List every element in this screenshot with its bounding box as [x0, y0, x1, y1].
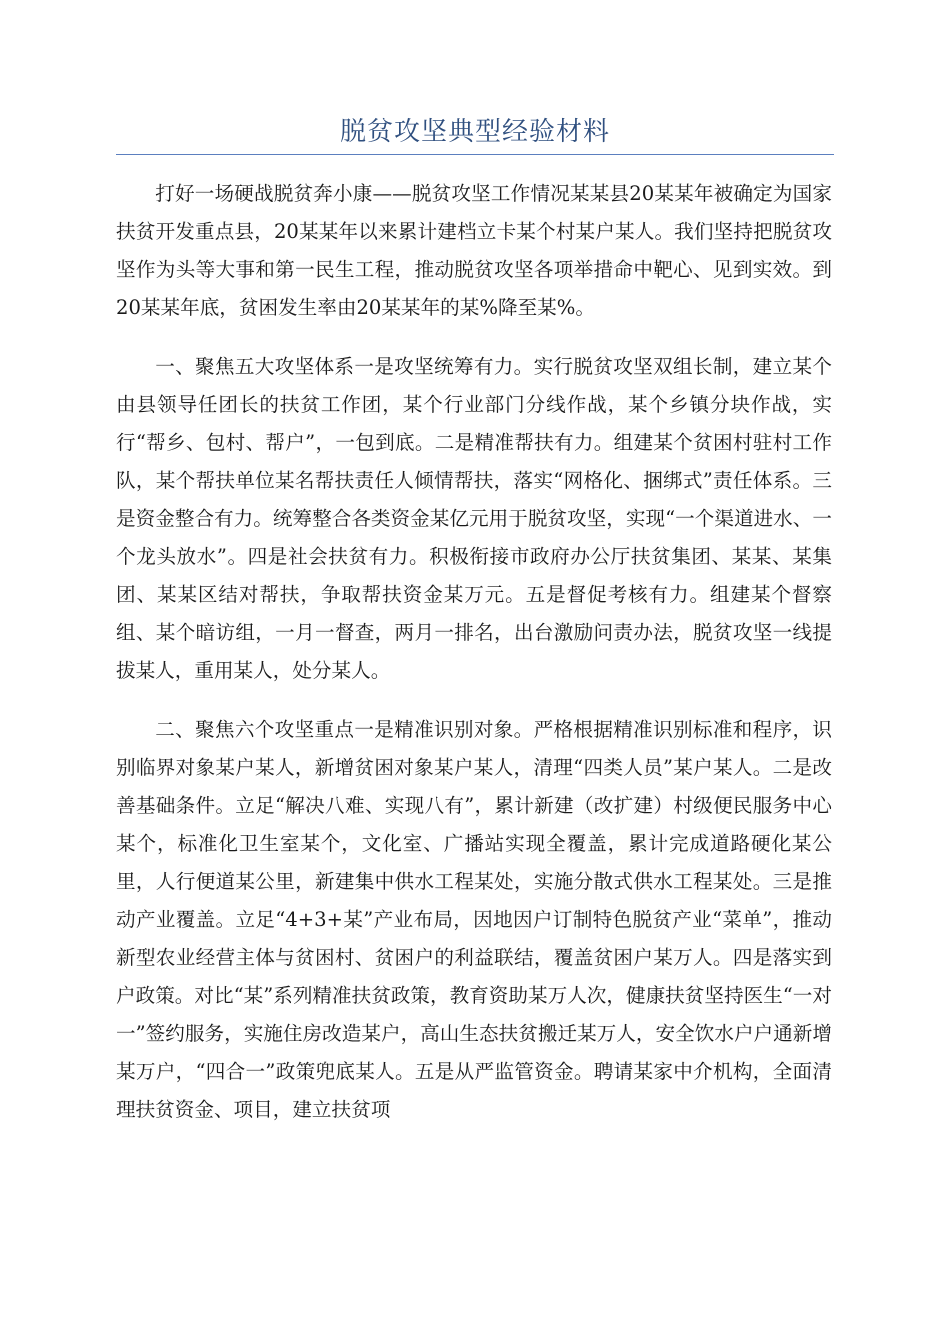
- document-title: 脱贫攻坚典型经验材料: [339, 117, 610, 147]
- document-body: [116, 175, 832, 1150]
- title-divider: [116, 154, 834, 155]
- paragraph-section-2: 二、聚焦六个攻坚重点一是精准识别对象。严格根据精准识别标准和程序，识别临界对象某户某人，新增贫困对象某户某人，清理“四类人员”某户某人。二是改善基础条件。立足“解决八难、实现八有”，累计新建（改扩建）村级便民服务中心某个，标准化卫生室某个，文化室、广播站实现全覆盖，累计完成道路硬化某公里，人行便道某公里，新建集中供水工程某处，实施分散式供水工程某处。三是推动产业覆盖。立足“4+3+某”产业布局，因地因户订制特色脱贫产业“菜单”，推动新型农业经营主体与贫困村、贫困户的利益联结，覆盖贫困户某万人。四是落实到户政策。对比“某”系列精准扶贫政策，教育资助某万人次，健康扶贫坚持医生“一对一”签约服务，实施住房改造某户，高山生态扶贫搬迁某万人，安全饮水户户通新增某万户，“四合一”政策兜底某人。五是从严监管资金。聘请某家中介机构，全面清理扶贫资金、项目，建立扶贫项: [116, 718, 832, 1121]
- paragraph-intro: 打好一场硬战脱贫奔小康——脱贫攻坚工作情况某某县20某某年被确定为国家扶贫开发重点县，20某某年以来累计建档立卡某个村某户某人。我们坚持把脱贫攻坚作为头等大事和第一民生工程，推动脱贫攻坚各项举措命中靶心、见到实效。到20某某年底，贫困发生率由20某某年的某%降至某%。: [116, 182, 832, 319]
- paragraph-section-1: 一、聚焦五大攻坚体系一是攻坚统筹有力。实行脱贫攻坚双组长制，建立某个由县领导任团长的扶贫工作团，某个行业部门分线作战，某个乡镇分块作战，实行“帮乡、包村、帮户”，一包到底。二是精准帮扶有力。组建某个贫困村驻村工作队，某个帮扶单位某名帮扶责任人倾情帮扶，落实“网格化、捆绑式”责任体系。三是资金整合有力。统筹整合各类资金某亿元用于脱贫攻坚，实现“一个渠道进水、一个龙头放水”。四是社会扶贫有力。积极衔接市政府办公厅扶贫集团、某某、某集团、某某区结对帮扶，争取帮扶资金某万元。五是督促考核有力。组建某个督察组、某个暗访组，一月一督查，两月一排名，出台激励问责办法，脱贫攻坚一线提拔某人，重用某人，处分某人。: [116, 355, 832, 682]
